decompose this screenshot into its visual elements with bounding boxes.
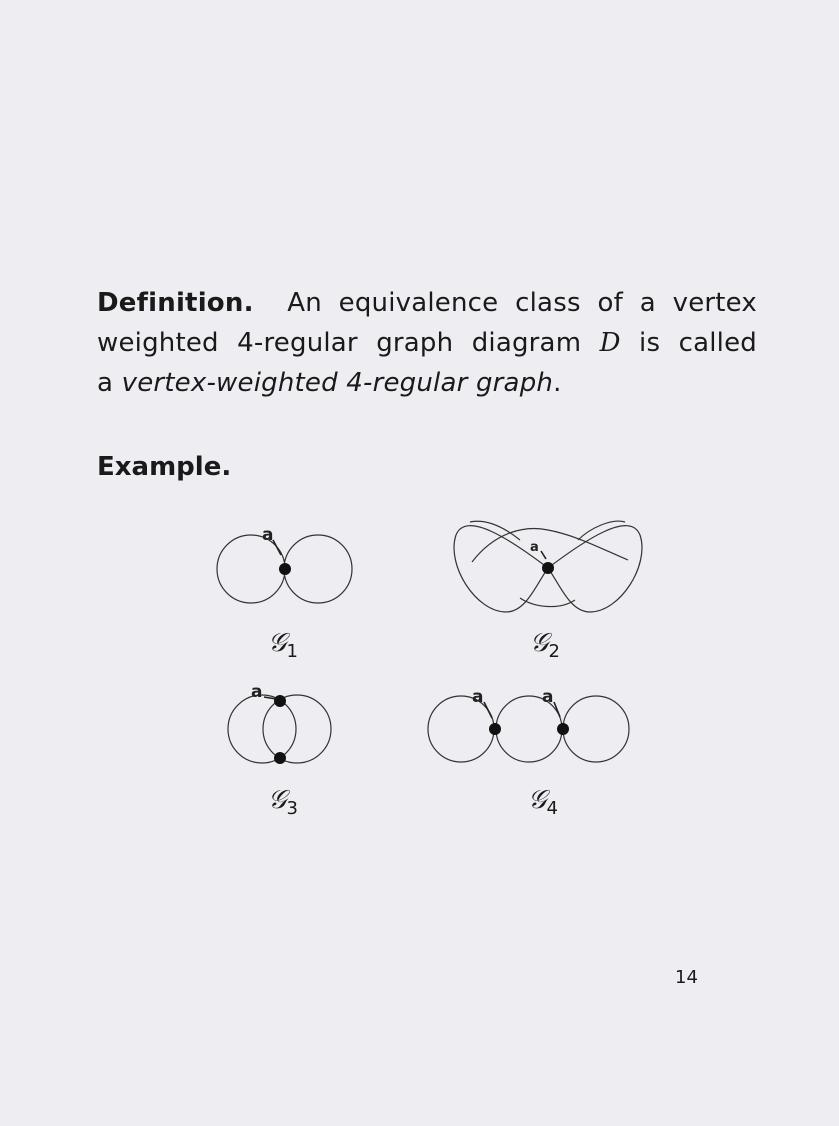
caption-g3 bbox=[268, 785, 298, 824]
g4-right-vertex bbox=[557, 723, 569, 735]
definition-line-3-pre: a bbox=[97, 368, 114, 398]
g4-left-weight-pointer bbox=[484, 702, 492, 718]
g1-weight-label: a bbox=[262, 525, 274, 545]
g1-left-loop bbox=[217, 535, 285, 603]
defined-term: vertex-weighted 4-regular graph bbox=[121, 368, 554, 398]
g2-left-top-arc bbox=[470, 521, 520, 540]
g4-right-weight-label: a bbox=[542, 687, 554, 707]
definition-line-2-post: is called bbox=[639, 328, 757, 358]
g3-right-loop bbox=[263, 695, 331, 763]
caption-g1-index: 1 bbox=[286, 641, 298, 662]
g4-right-loop bbox=[563, 696, 629, 762]
example-heading: Example. bbox=[97, 452, 232, 482]
caption-g3-letter: 𝒢 bbox=[268, 785, 287, 815]
caption-g3-index: 3 bbox=[286, 798, 298, 819]
caption-g2-letter: 𝒢 bbox=[530, 628, 549, 658]
g1-weight-pointer bbox=[273, 540, 281, 555]
g4-left-loop bbox=[428, 696, 494, 762]
page-number: 14 bbox=[675, 967, 698, 988]
definition-line-1-text: An equivalence class of a vertex bbox=[287, 288, 757, 318]
g2-vertex bbox=[542, 562, 554, 574]
g2-right-lobe bbox=[548, 526, 642, 612]
g4-left-weight-label: a bbox=[472, 687, 484, 707]
caption-g4 bbox=[528, 785, 558, 824]
g3-weight-label: a bbox=[251, 682, 263, 702]
g3-bottom-vertex bbox=[274, 752, 286, 764]
g2-right-top-arc bbox=[578, 521, 625, 540]
definition-line-3-post: . bbox=[553, 368, 562, 398]
graph-g4-diagram bbox=[428, 696, 629, 762]
definition-label: Definition. bbox=[97, 288, 254, 318]
g1-right-loop bbox=[284, 535, 352, 603]
g4-left-vertex bbox=[489, 723, 501, 735]
caption-g2-index: 2 bbox=[548, 641, 560, 662]
caption-g1 bbox=[268, 628, 298, 667]
g2-weight-label: a bbox=[530, 540, 539, 555]
g3-left-loop bbox=[228, 695, 296, 763]
caption-g2 bbox=[530, 628, 560, 667]
g1-vertex bbox=[279, 563, 291, 575]
definition-line-2-pre: weighted 4-regular graph diagram bbox=[97, 328, 582, 358]
diagram-symbol: D bbox=[599, 328, 621, 358]
caption-g4-index: 4 bbox=[546, 798, 558, 819]
g3-top-vertex bbox=[274, 695, 286, 707]
g2-weight-pointer bbox=[541, 551, 546, 559]
g2-left-lobe bbox=[454, 526, 548, 612]
caption-g4-letter: 𝒢 bbox=[528, 785, 547, 815]
caption-g1-letter: 𝒢 bbox=[268, 628, 287, 658]
